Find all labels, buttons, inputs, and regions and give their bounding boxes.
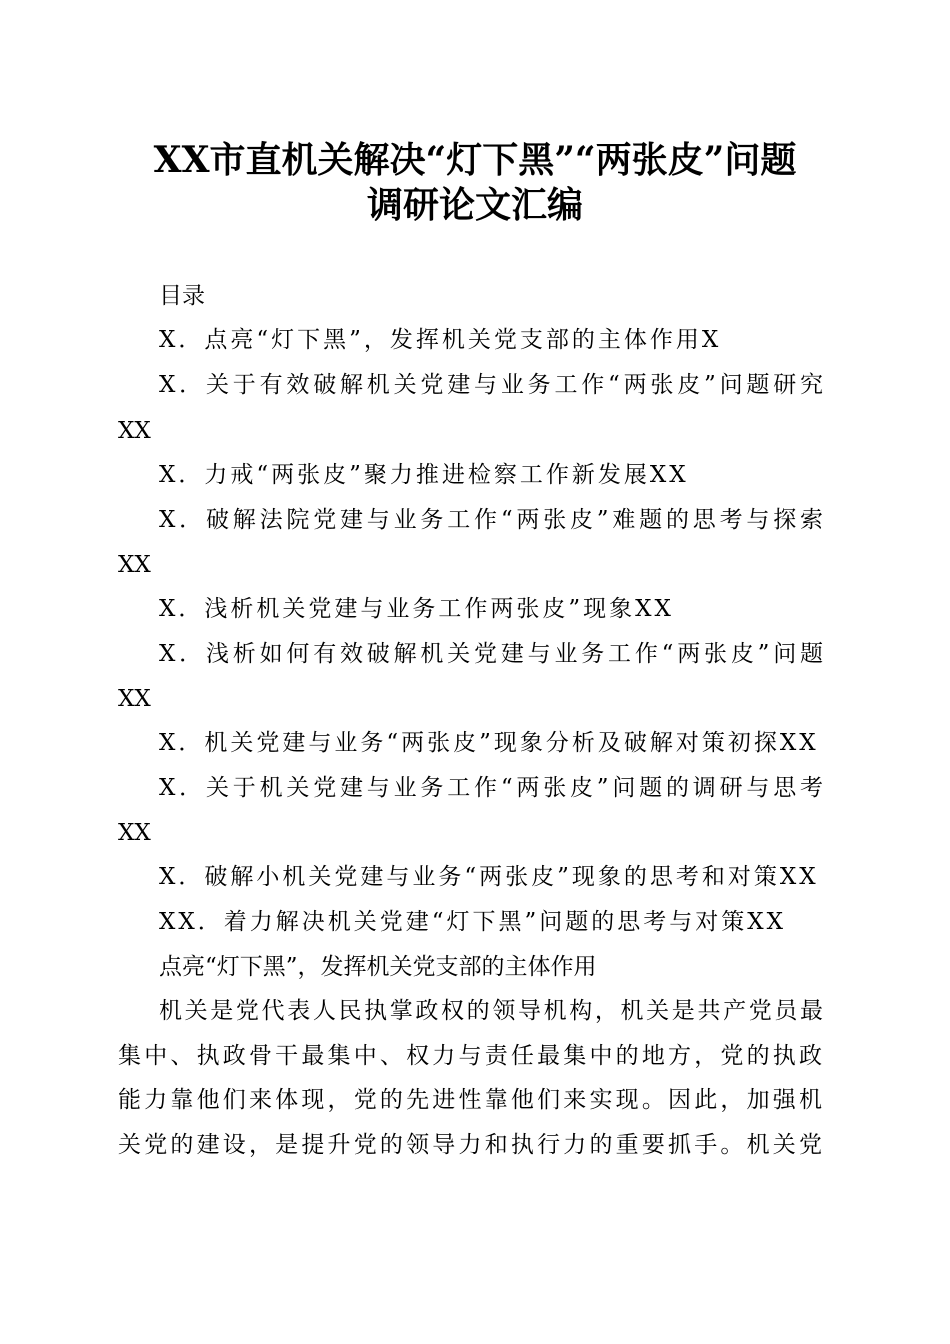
toc-entry-text: X．破解法院党建与业务工作“两张皮”难题的思考与探索: [159, 507, 823, 533]
toc-heading: 目录: [159, 283, 205, 309]
toc-entry: [159, 325, 721, 355]
toc-entry-text: X．破解小机关党建与业务“两张皮”现象的思考和对策XX: [159, 864, 819, 890]
toc-entry-text: X．浅析如何有效破解机关党建与业务工作“两张皮”问题: [159, 641, 823, 667]
toc-entry-text: X．关于机关党建与业务工作“两张皮”问题的调研与思考: [159, 775, 823, 801]
paragraph-line: 关党的建设，是提升党的领导力和执行力的重要抓手。机关党: [118, 1132, 822, 1158]
toc-entry-text: X．机关党建与业务“两张皮”现象分析及破解对策初探XX: [159, 730, 819, 756]
toc-entry-text: X．点亮“灯下黑”，发挥机关党支部的主体作用X: [159, 327, 722, 353]
toc-entry: [159, 594, 674, 624]
toc-entry-page: XX: [118, 552, 151, 578]
section-heading: 点亮“灯下黑”，发挥机关党支部的主体作用: [159, 954, 597, 980]
toc-entry-page: XX: [118, 820, 151, 846]
toc-entry: [159, 728, 819, 758]
toc-entry: [159, 907, 786, 937]
toc-entry-page: XX: [118, 418, 151, 444]
toc-entry: [159, 505, 823, 535]
toc-entry-text: X．力戒“两张皮”聚力推进检察工作新发展XX: [159, 462, 689, 488]
toc-entry-text: XX．着力解决机关党建“灯下黑”问题的思考与对策XX: [159, 909, 787, 935]
document-title-line-1: XX市直机关解决“灯下黑”“两张皮”问题: [153, 139, 797, 181]
toc-entry-text: X．浅析机关党建与业务工作两张皮”现象XX: [159, 596, 674, 622]
paragraph-line: 集中、执政骨干最集中、权力与责任最集中的地方，党的执政: [118, 1043, 822, 1069]
paragraph-line: 能力靠他们来体现，党的先进性靠他们来实现。因此，加强机: [118, 1087, 822, 1113]
toc-entry: [159, 773, 823, 803]
toc-entry: [159, 862, 819, 892]
toc-entry-page: XX: [118, 686, 151, 712]
toc-entry: [159, 639, 823, 669]
toc-entry: [159, 460, 689, 490]
document-title-line-2: 调研论文汇编: [366, 184, 583, 226]
paragraph-line: 机关是党代表人民执掌政权的领导机构，机关是共产党员最: [159, 998, 823, 1024]
toc-entry-text: X．关于有效破解机关党建与业务工作“两张皮”问题研究: [159, 372, 823, 398]
toc-entry: [159, 370, 823, 400]
